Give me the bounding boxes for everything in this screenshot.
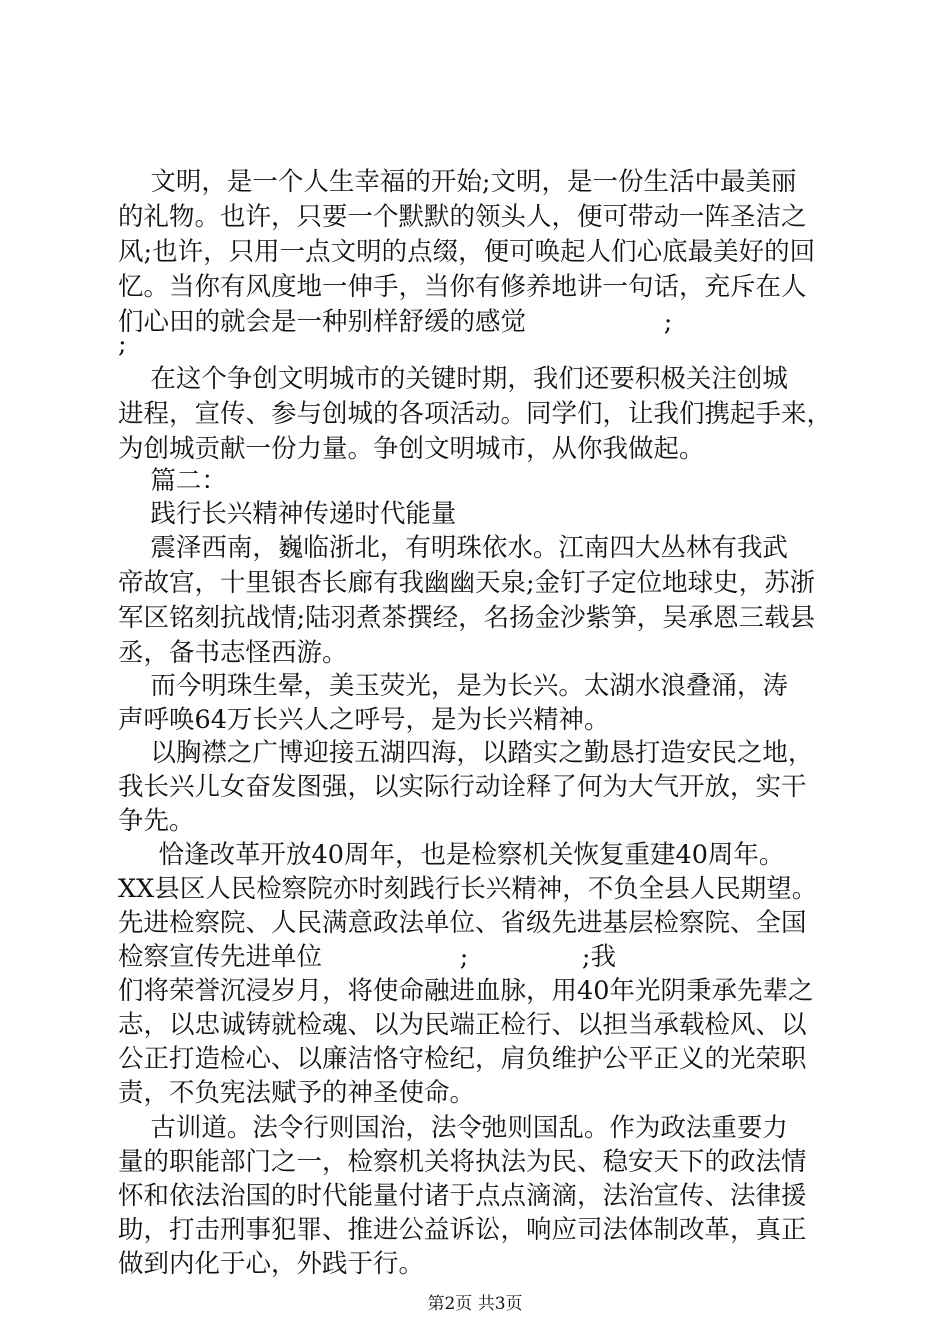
text-line: ; [118,329,127,359]
text-line: 在这个争创文明城市的关键时期，我们还要积极关注创城 [118,364,788,394]
page-number-footer: 第2页 共3页 [427,1294,523,1314]
text-line: 而今明珠生晕，美玉荧光，是为长兴。太湖水浪叠涌，涛 [118,671,788,701]
text-line: 做到内化于心，外践于行。 [118,1249,425,1279]
text-line: 恰逢改革开放40周年，也是检察机关恢复重建40周年。 [118,840,785,870]
section-heading: 篇二： [118,466,227,496]
text-line: 文明，是一个人生幸福的开始;文明，是一份生活中最美丽 [118,167,797,197]
text-line: 忆。当你有风度地一伸手，当你有修养地讲一句话，充斥在人 [118,272,807,302]
text-line: 们将荣誉沉浸岁月，将使命融进血脉，用40年光阴秉承先辈之 [118,976,814,1006]
section-title: 践行长兴精神传递时代能量 [118,499,457,529]
text-line: 的礼物。也许，只要一个默默的领头人，便可带动一阵圣洁之 [118,202,807,232]
text-line: 以胸襟之广博迎接五湖四海，以踏实之勤恳打造安民之地， [118,738,814,768]
text-line: 助，打击刑事犯罪、推进公益诉讼，响应司法体制改革，真正 [118,1215,807,1245]
text-line: XX县区人民检察院亦时刻践行长兴精神，不负全县人民期望。 [118,874,818,904]
text-line: 我长兴儿女奋发图强，以实际行动诠释了何为大气开放，实干 [118,772,807,802]
text-line: 检察宣传先进单位 ; ;我 [118,942,616,972]
text-line: 先进检察院、人民满意政法单位、省级先进基层检察院、全国 [118,908,807,938]
text-line: 量的职能部门之一，检察机关将执法为民、稳安天下的政法情 [118,1147,807,1177]
text-line: 们心田的就会是一种别样舒缓的感觉 ; [118,307,673,337]
text-line: 责，不负宪法赋予的神圣使命。 [118,1078,476,1108]
text-line: 帝故宫，十里银杏长廊有我幽幽天泉;金钉子定位地球史，苏浙 [118,568,816,598]
text-line: 古训道。法令行则国治，法令弛则国乱。作为政法重要力 [118,1113,788,1143]
text-line: 丞，备书志怪西游。 [118,638,348,668]
text-line: 风;也许，只用一点文明的点缀，便可唤起人们心底最美好的回 [118,237,816,267]
text-line: 声呼唤64万长兴人之呼号，是为长兴精神。 [118,705,610,735]
text-line: 争先。 [118,806,195,836]
text-line: 公正打造检心、以廉洁恪守检纪，肩负维护公平正义的光荣职 [118,1044,807,1074]
text-line: 震泽西南，巍临浙北，有明珠依水。江南四大丛林有我武 [118,533,788,563]
text-line: 怀和依法治国的时代能量付诸于点点滴滴，法治宣传、法律援 [118,1181,807,1211]
text-line: 为创城贡献一份力量。争创文明城市，从你我做起。 [118,434,705,464]
text-line: 志，以忠诚铸就检魂、以为民端正检行、以担当承载检风、以 [118,1010,807,1040]
text-line: 军区铭刻抗战情;陆羽煮茶撰经，名扬金沙紫笋，吴承恩三载县 [118,603,816,633]
text-line: 进程，宣传、参与创城的各项活动。同学们，让我们携起手来， [118,399,833,429]
